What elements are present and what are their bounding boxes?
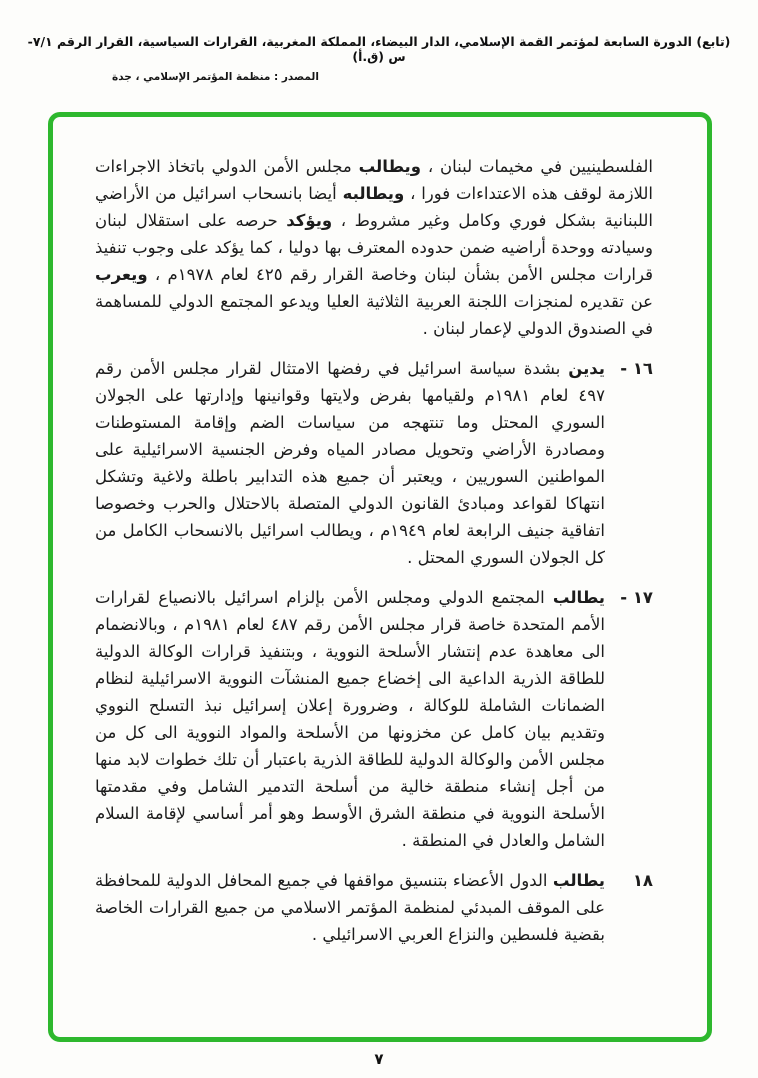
header-source: المصدر : منظمة المؤتمر الإسلامي ، جدة (112, 71, 319, 83)
item-body-text: الدول الأعضاء بتنسيق مواقفها في جميع المحافل الدولية للمحافظة على الموقف المبدئي لمنظمة المؤتمر الاسلامي من جميع القرارات الخاصة بقضية فلسطين والنزاع العربي الاسرائيلي . (95, 871, 605, 944)
item-text (95, 584, 605, 854)
item-lead: يدين (568, 359, 605, 378)
item-text (95, 355, 605, 571)
item-lead: يطالب (552, 588, 605, 607)
resolution-item-17 (95, 584, 653, 854)
continuation-paragraph: الفلسطينيين في مخيمات لبنان ، ويطالب مجلس الأمن الدولي باتخاذ الاجراءات اللازمة لوقف هذه الاعتداءات فورا ، ويطالبه أيضا بانسحاب اسرائيل من الأراضي اللبنانية بشكل فوري وكامل وغير مشروط ، ويؤكد حرصه على استقلال لبنان وسيادته ووحدة أراضيه ضمن حدوده المعترف بها دوليا ، كما يؤكد على وجوب تنفيذ قرارات مجلس الأمن بشأن لبنان وخاصة القرار رقم ٤٢٥ لعام ١٩٧٨م ، ويعرب عن تقديره لمنجزات اللجنة العربية الثلاثية العليا ويدعو المجتمع الدولي للمساهمة في الصندوق الدولي لإعمار لبنان . (95, 157, 653, 338)
resolution-item-16 (95, 355, 653, 571)
header-title: (تابع) الدورة السابعة لمؤتمر القمة الإسلامي، الدار البيضاء، المملكة المغربية، القرارات السياسية، القرار الرقم ٧/١-س (ق.أ) (27, 34, 731, 64)
page-number: ٧ (374, 1050, 384, 1068)
document-body (53, 117, 707, 948)
item-number: ١٦ - (620, 359, 653, 378)
item-number: ١٨ (632, 871, 653, 890)
item-text (95, 867, 605, 948)
document-header (0, 34, 758, 83)
green-border-frame (48, 112, 712, 1042)
item-number: ١٧ - (620, 588, 653, 607)
resolution-item-18 (95, 867, 653, 948)
item-body-text: المجتمع الدولي ومجلس الأمن بإلزام اسرائيل بالانصياع لقرارات الأمم المتحدة خاصة قرار مجلس الأمن رقم ٤٨٧ لعام ١٩٨١م ، وبالانضمام الى معاهدة عدم إنتشار الأسلحة النووية ، وبتنفيذ قرارات الوكالة الدولية للطاقة الذرية الداعية الى إخضاع جميع المنشآت النووية الاسرائيلية لنظام الضمانات الشاملة للوكالة ، وضرورة إعلان إسرائيل نبذ التسلح النووي وتقديم بيان كامل عن مخزونها من الأسلحة والمواد النووية الى كل من مجلس الأمن والوكالة الدولية للطاقة الذرية باعتبار أن تلك خطوات لابد منها من أجل إنشاء منطقة خالية من أسلحة التدمير الشامل وفي مقدمتها الأسلحة النووية في منطقة الشرق الأوسط وهو أمر أساسي لإقامة السلام الشامل والعادل في المنطقة . (95, 588, 605, 850)
item-lead: يطالب (552, 871, 605, 890)
item-body-text: بشدة سياسة اسرائيل في رفضها الامتثال لقرار مجلس الأمن رقم ٤٩٧ لعام ١٩٨١م ولقيامها بفرض ولايتها وقوانينها وإدارتها على الجولان السوري المحتل وما تنتهجه من سياسات الضم وإقامة المستوطنات ومصادرة الأراضي وتحويل مصادر المياه وفرض الجنسية الاسرائيلية على المواطنين السوريين ، ويعتبر أن جميع هذه التدابير باطلة ولاغية وتشكل انتهاكا لقواعد ومبادئ القانون الدولي المتصلة بالاحتلال والحرب وخصوصا اتفاقية جنيف الرابعة لعام ١٩٤٩م ، ويطالب اسرائيل بالانسحاب الكامل من كل الجولان السوري المحتل . (95, 359, 605, 567)
